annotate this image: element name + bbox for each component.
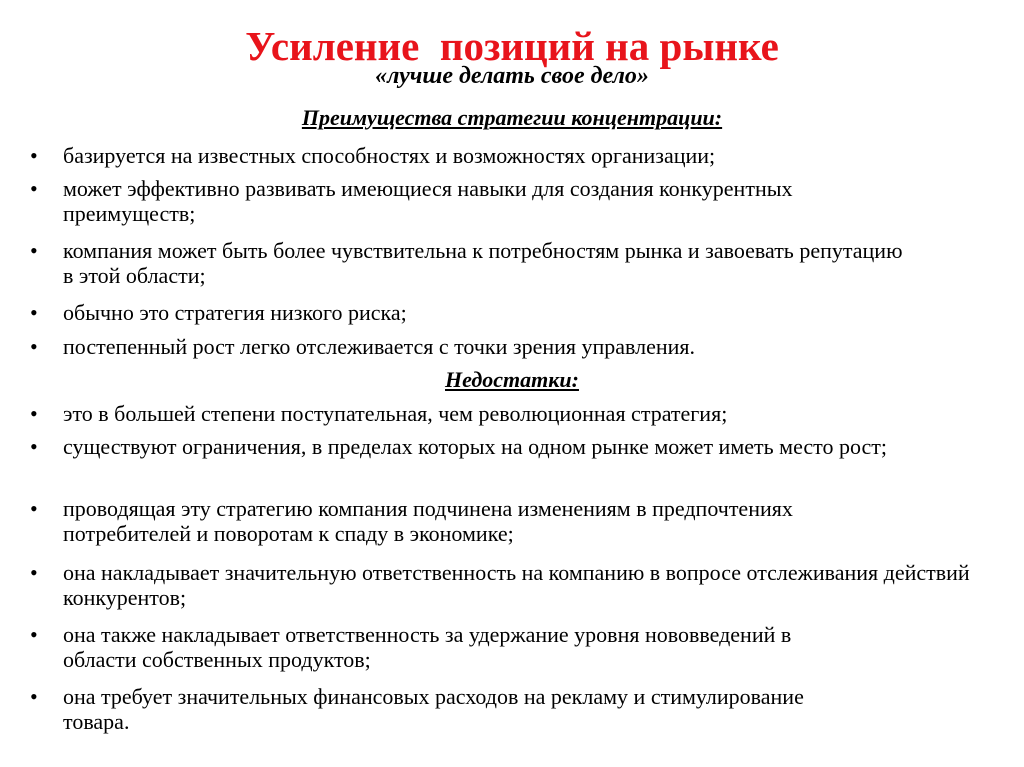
slide-title: Усиление позиций на рынке — [245, 23, 779, 69]
bullet-icon: • — [30, 434, 38, 459]
bullet-icon: • — [30, 496, 38, 521]
bullet-icon: • — [30, 401, 38, 426]
disadvantages-heading: Недостатки: — [445, 367, 579, 392]
bullet-icon: • — [30, 143, 38, 168]
advantages-heading: Преимущества стратегии концентрации: — [301, 105, 723, 130]
bullet-icon: • — [30, 622, 38, 647]
bullet-icon: • — [30, 684, 38, 709]
bullet-icon: • — [30, 334, 38, 359]
bullet-icon: • — [30, 238, 38, 263]
bullet-icon: • — [30, 300, 38, 325]
bullet-icon: • — [30, 176, 38, 201]
slide-subtitle: «лучше делать свое дело» — [375, 63, 649, 89]
bullet-icon: • — [30, 560, 38, 585]
